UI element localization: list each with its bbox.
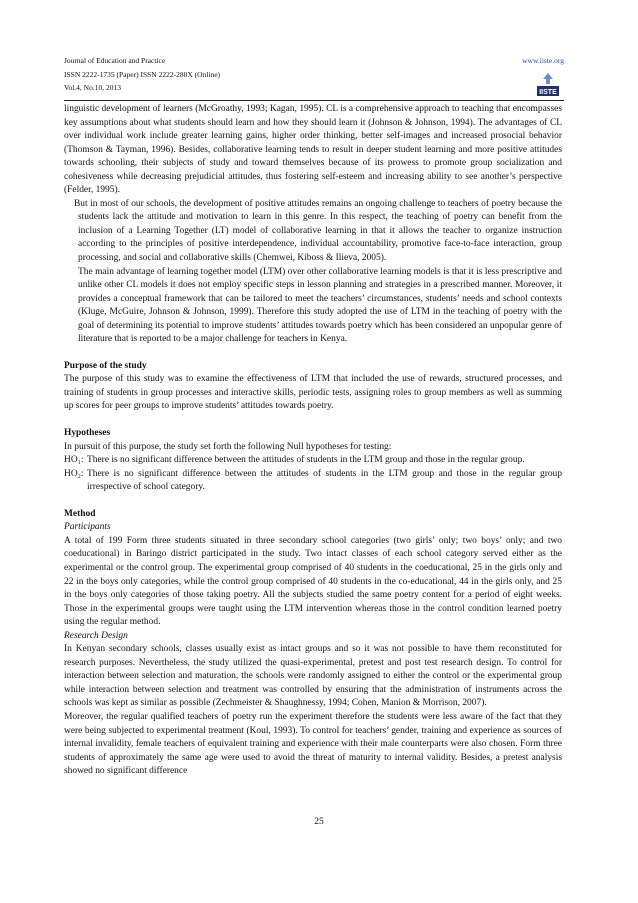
page-body <box>64 103 562 779</box>
page-number: 25 <box>314 817 324 827</box>
intro-paragraph-1: linguistic development of learners (McGroathy, 1993; Kagan, 1995). CL is a comprehensive approach to teaching that encompasses key assumptions about what students should learn and how they should learn it (Johnson & Johnson, 1994). The advantages of CL over individual work include greater learning gains, higher order thinking, better self-images and increased prosocial behavior (Thomson & Tayman, 1996). Besides, collaborative learning tends to result in deeper student learning and more positive attitudes towards schooling, their subjects of study and toward themselves because of its prowess to promote group socialization and cohesiveness while decreasing prejudicial attitudes, thus fostering self-esteem and increasing ability to see another’s perspective (Felder, 1995). <box>64 104 562 196</box>
hypothesis-1-label: HO₁: <box>64 455 84 466</box>
participants-paragraph: A total of 199 Form three students situated in three secondary school categories (two girls’ only; two boys’ only; and two coeducational) in Baringo district participated in the study. Two intact classes of each school category served either as the experimental or the control group. The experimental group comprised of 40 students in the coeducational, 25 in the girls only and 22 in the boys only categories, while the control group comprised of 40 students in the co-educational, 44 in the girls only, and 25 in the boys only categories of those taking poetry. All the subjects studied the same poetry content for a period of eight weeks. Those in the experimental groups were taught using the LTM intervention whereas those in the control condition learned poetry using the regular method. <box>64 535 562 628</box>
method-heading: Method <box>64 508 96 519</box>
research-design-subheading: Research Design <box>64 630 128 641</box>
journal-website-link[interactable]: www.iiste.org <box>522 56 564 65</box>
intro-paragraph-3: The main advantage of learning together model (LTM) over other collaborative learning models is that it is less prescriptive and unlike other CL models it does not employ specific steps in lesson planning and strategies in a prescribed manner. Moreover, it provides a conceptual framework that can be tailored to meet the teachers’ circumstances, students’ needs and school contexts (Kluge, McGuire, Johnson & Johnson, 1999). Therefore this study adopted the use of LTM in the teaching of poetry with the goal of determining its potential to improve students’ attitudes towards poetry which has been considered an unpopular genre of literature that is reported to be a major challenge for teachers in Kenya. <box>78 266 562 345</box>
hypotheses-intro: In pursuit of this purpose, the study set forth the following Null hypotheses for testing: <box>64 441 392 452</box>
hypothesis-1-text: There is no significant difference between the attitudes of students in the LTM group and those in the regular group. <box>87 455 525 466</box>
header-divider <box>64 100 564 101</box>
journal-volume: Vol.4, No.10, 2013 <box>64 83 121 92</box>
research-design-paragraph-1: In Kenyan secondary schools, classes usually exist as intact groups and so it was not possible to have them reconstituted for research purposes. Nevertheless, the study utilized the quasi-experimental, pretest and post test research design. To control for interaction between selection and maturation, the schools were randomly assigned to either the control or the experimental group while interaction between selection and treatment was controlled by ensuring that the administration of instruments across the schools was kept as similar as possible (Zechmeister & Shaughnessy, 1994; Cohen, Manion & Morrison, 2007). <box>64 644 562 709</box>
logo-text: IISTE <box>539 89 557 96</box>
journal-name: Journal of Education and Practice <box>64 56 166 65</box>
purpose-heading: Purpose of the study <box>64 360 147 371</box>
purpose-paragraph: The purpose of this study was to examine the effectiveness of LTM that included the use of rewards, structured processes, and training of students in group processes and interactive skills, periodic tests, assigning roles to group members as well as summing up scores for peer groups to improve students’ attitudes towards poetry. <box>64 374 562 412</box>
hypotheses-heading: Hypotheses <box>64 428 111 439</box>
iiste-logo <box>534 71 562 98</box>
page-header <box>64 54 564 95</box>
intro-paragraph-2: But in most of our schools, the development of positive attitudes remains an ongoing challenge to teachers of poetry because the students lack the attitude and motivation to learn in this genre. In this respect, the teaching of poetry can benefit from the inclusion of a Learning Together (LT) model of collaborative learning in that it allows the teacher to organize instruction according to the principles of positive interdependence, individual accountability, promotive face-to-face interaction, group processing, and social and collaborative skills (Chemwei, Kiboss & Ilieva, 2005). <box>74 198 562 264</box>
hypothesis-2-text: There is no significant difference between the attitudes of students in the LTM group and those in the regular group irrespective of school category. <box>87 468 562 493</box>
journal-issn: ISSN 2222-1735 (Paper) ISSN 2222-288X (Online) <box>64 69 221 79</box>
research-design-paragraph-2: Moreover, the regular qualified teachers of poetry run the experiment therefore the students were less aware of the fact that they were being subjected to experimental treatment (Koul, 1993). To control for teachers’ gender, training and experience as sources of internal invalidity, female teachers of equivalent training and experience with their male counterparts were also chosen. Form three students of approximately the same age were used to avoid the threat of maturity to internal validity. Besides, a pretest analysis showed no significant difference <box>64 711 562 777</box>
hypothesis-2-label: HO₂: <box>64 468 84 479</box>
participants-subheading: Participants <box>64 522 111 533</box>
hypothesis-2 <box>64 468 562 495</box>
hypothesis-1 <box>64 454 562 468</box>
